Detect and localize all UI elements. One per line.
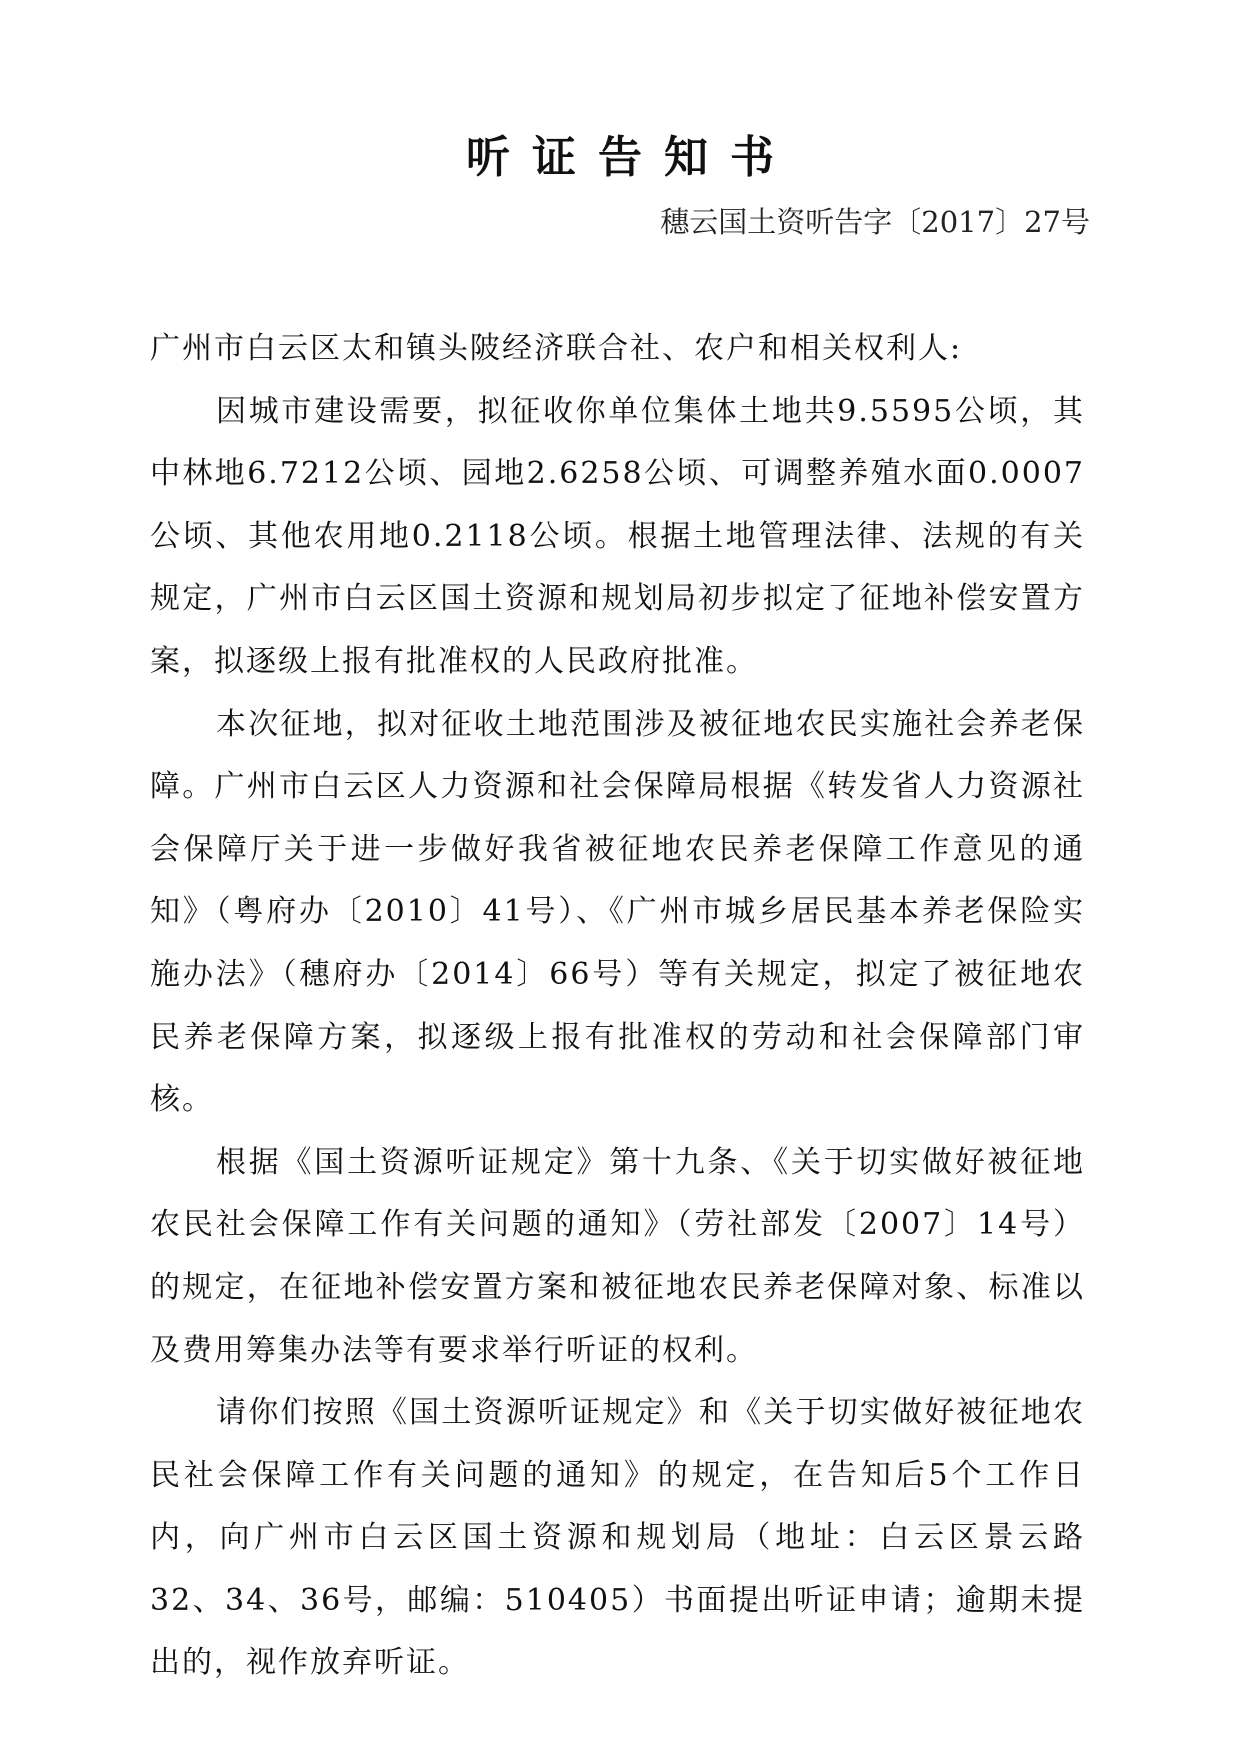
paragraph-land-acquisition: 因城市建设需要，拟征收你单位集体土地共9.5595公顷，其中林地6.7212公顷、园地2.6258公顷、可调整养殖水面0.0007公顷、其他农用地0.2118公顷。根据土地管理法律、法规的有关规定，广州市白云区国土资源和规划局初步拟定了征地补偿安置方案，拟逐级上报有批准权的人民政府批准。 [150,393,1085,679]
paragraph-hearing-application: 请你们按照《国土资源听证规定》和《关于切实做好被征地农民社会保障工作有关问题的通知》的规定，在告知后5个工作日内，向广州市白云区国土资源和规划局（地址：白云区景云路32、34、36号，邮编：510405）书面提出听证申请；逾期未提出的，视作放弃听证。 [150,1395,1085,1681]
document-body [150,318,1085,1695]
paragraph-hearing-rights: 根据《国土资源听证规定》第十九条、《关于切实做好被征地农民社会保障工作有关问题的通知》（劳社部发〔2007〕14号）的规定，在征地补偿安置方案和被征地农民养老保障对象、标准以及费用筹集办法等有要求举行听证的权利。 [150,1144,1085,1368]
paragraph-pension-security: 本次征地，拟对征收土地范围涉及被征地农民实施社会养老保障。广州市白云区人力资源和社会保障局根据《转发省人力资源社会保障厅关于进一步做好我省被征地农民养老保障工作意见的通知》（粤府办〔2010〕41号）、《广州市城乡居民基本养老保险实施办法》（穗府办〔2014〕66号）等有关规定，拟定了被征地农民养老保障方案，拟逐级上报有批准权的劳动和社会保障部门审核。 [150,706,1085,1118]
document-number: 穗云国土资听告字〔2017〕27号 [660,205,1090,239]
document-title: 听证告知书 [466,132,796,183]
salutation: 广州市白云区太和镇头陂经济联合社、农户和相关权利人: [150,331,963,366]
